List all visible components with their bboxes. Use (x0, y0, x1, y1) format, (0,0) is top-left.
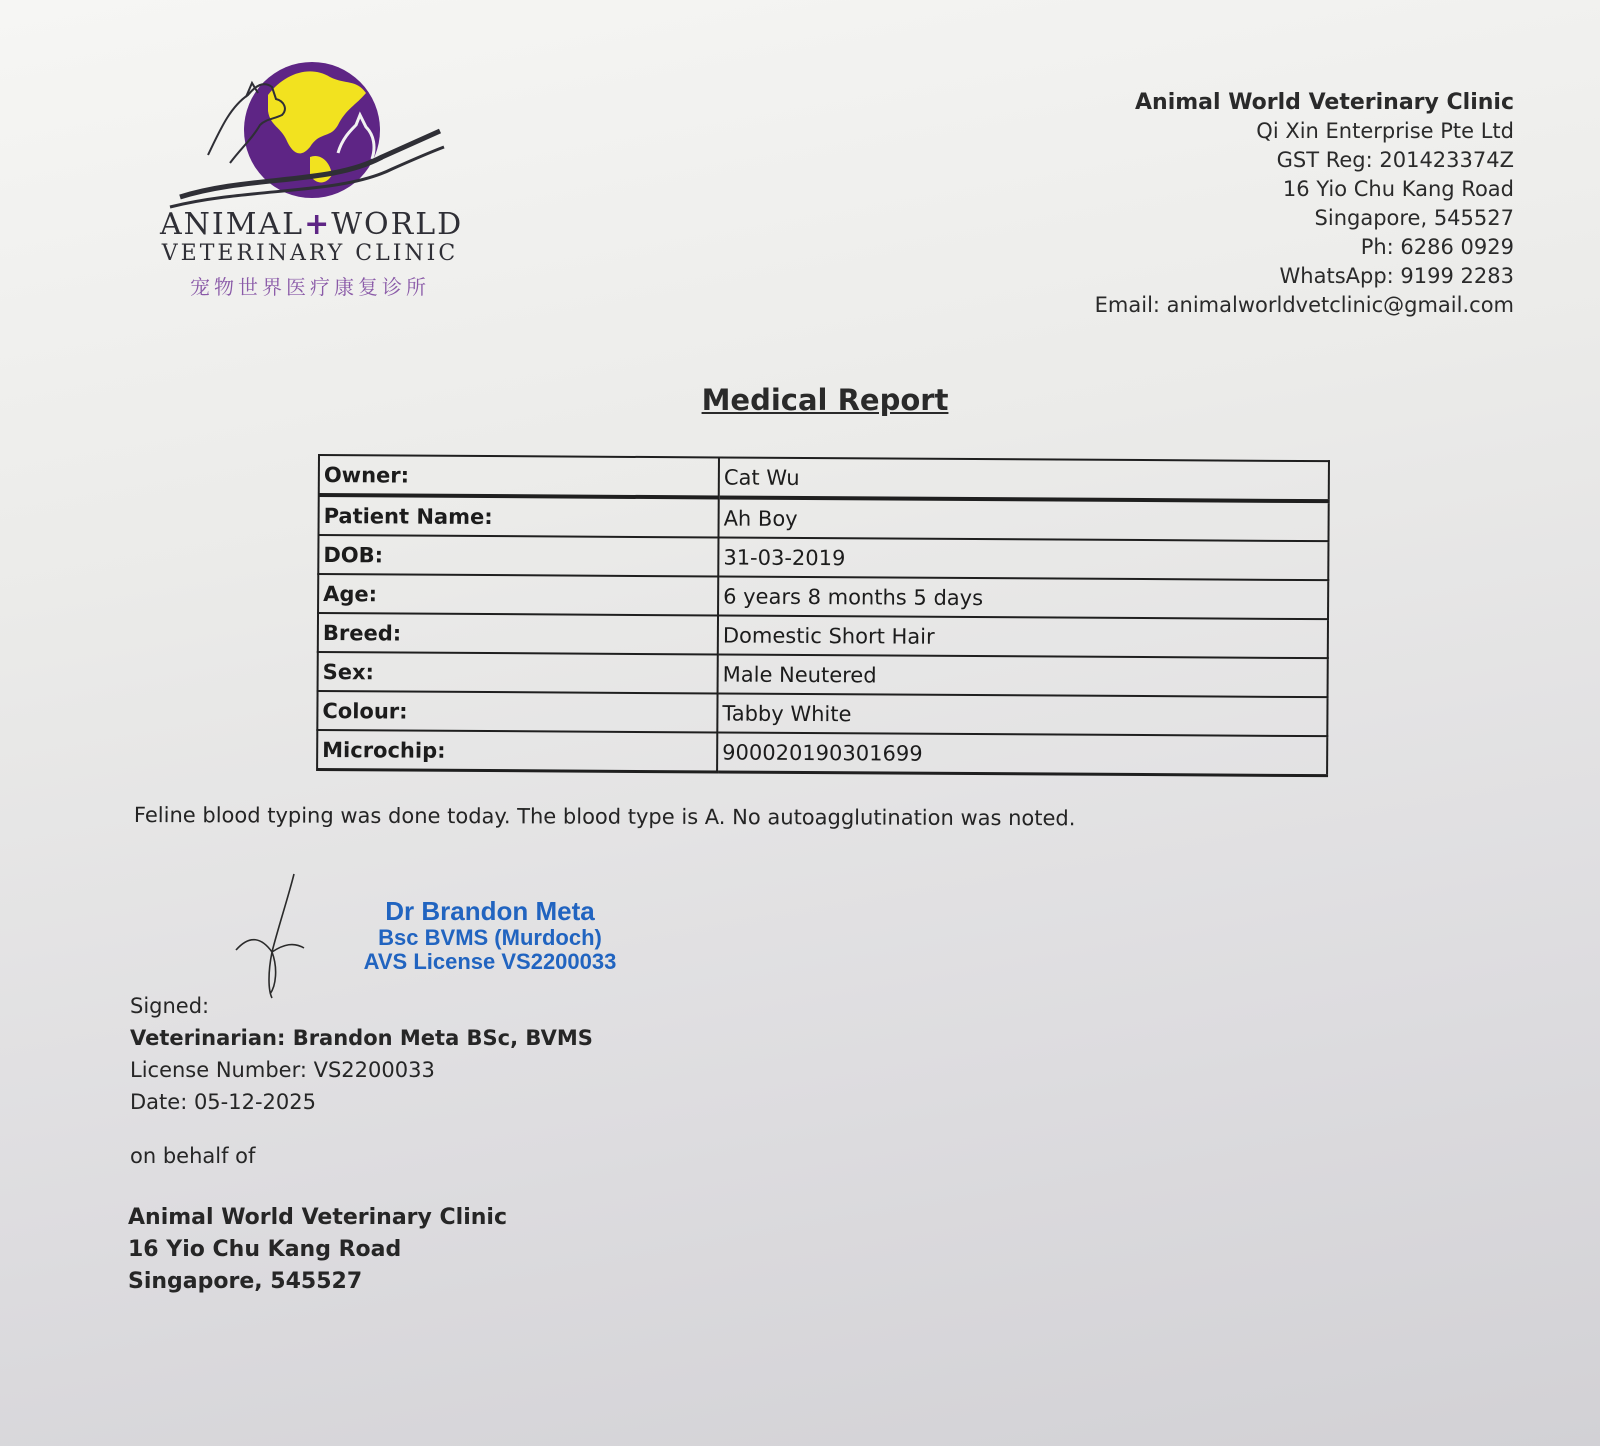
row-label: Breed: (318, 613, 718, 654)
table-row (319, 495, 1329, 541)
row-label: Colour: (317, 691, 717, 732)
logo-cross-icon: + (304, 207, 332, 242)
row-label: Owner: (319, 455, 719, 497)
row-label: Patient Name: (319, 495, 719, 537)
signed-label: Signed: (130, 994, 210, 1018)
stamp-license: AVS License VS2200033 (363, 949, 617, 974)
logo-subtitle: VETERINARY CLINIC (161, 241, 459, 266)
report-title: Medical Report (701, 383, 949, 417)
row-value: Ah Boy (718, 497, 1328, 541)
row-label: Age: (318, 574, 718, 615)
row-value: Cat Wu (719, 457, 1329, 501)
row-value: Male Neutered (718, 654, 1328, 697)
table-row (318, 535, 1328, 580)
report-date: Date: 05-12-2025 (130, 1090, 316, 1114)
veterinarian-name: Veterinarian: Brandon Meta BSc, BVMS (130, 1026, 593, 1050)
clinic-street: 16 Yio Chu Kang Road (1282, 177, 1514, 201)
table-row (318, 652, 1328, 697)
table-row (317, 730, 1327, 776)
stamp-qualification: Bsc BVMS (Murdoch) (378, 925, 602, 950)
clinic-phone: Ph: 6286 0929 (1360, 235, 1514, 259)
on-behalf-of: on behalf of (130, 1144, 256, 1168)
handwritten-signature-icon (232, 868, 322, 1008)
table-row (319, 455, 1329, 501)
table-row (317, 691, 1327, 736)
stamp-name: Dr Brandon Meta (385, 896, 595, 926)
row-value: 900020190301699 (717, 732, 1327, 775)
vet-stamp (340, 896, 640, 974)
row-value: 6 years 8 months 5 days (718, 576, 1328, 619)
footer-clinic-address (128, 1202, 507, 1298)
clinic-email: Email: animalworldvetclinic@gmail.com (1094, 293, 1514, 317)
row-value: Tabby White (717, 693, 1327, 736)
row-label: Sex: (318, 652, 718, 693)
signature-block (130, 990, 593, 1118)
clinic-name: Animal World Veterinary Clinic (1135, 90, 1514, 115)
logo-chinese-name: 宠物世界医疗康复诊所 (190, 275, 430, 299)
clinic-company: Qi Xin Enterprise Pte Ltd (1256, 119, 1514, 143)
table-row (318, 574, 1328, 619)
clinic-whatsapp: WhatsApp: 9199 2283 (1279, 264, 1514, 288)
row-label: DOB: (318, 535, 718, 576)
clinic-city: Singapore, 545527 (1314, 206, 1514, 230)
footer-clinic-name: Animal World Veterinary Clinic (128, 1205, 507, 1230)
patient-info-table (316, 454, 1330, 777)
row-label: Microchip: (317, 730, 717, 772)
clinical-note: Feline blood typing was done today. The blood type is A. No autoagglutination was noted. (133, 803, 1076, 831)
clinic-gst: GST Reg: 201423374Z (1276, 148, 1514, 172)
logo-name: ANIMAL+WORLD (160, 207, 464, 242)
row-value: 31-03-2019 (718, 537, 1328, 580)
clinic-logo (160, 35, 464, 305)
clinic-address-block (1095, 88, 1514, 320)
globe-pets-logo-icon (160, 35, 460, 210)
row-value: Domestic Short Hair (718, 615, 1328, 658)
table-row (318, 613, 1328, 658)
footer-clinic-street: 16 Yio Chu Kang Road (128, 1237, 402, 1262)
license-number: License Number: VS2200033 (130, 1058, 435, 1082)
footer-clinic-city: Singapore, 545527 (128, 1269, 363, 1294)
